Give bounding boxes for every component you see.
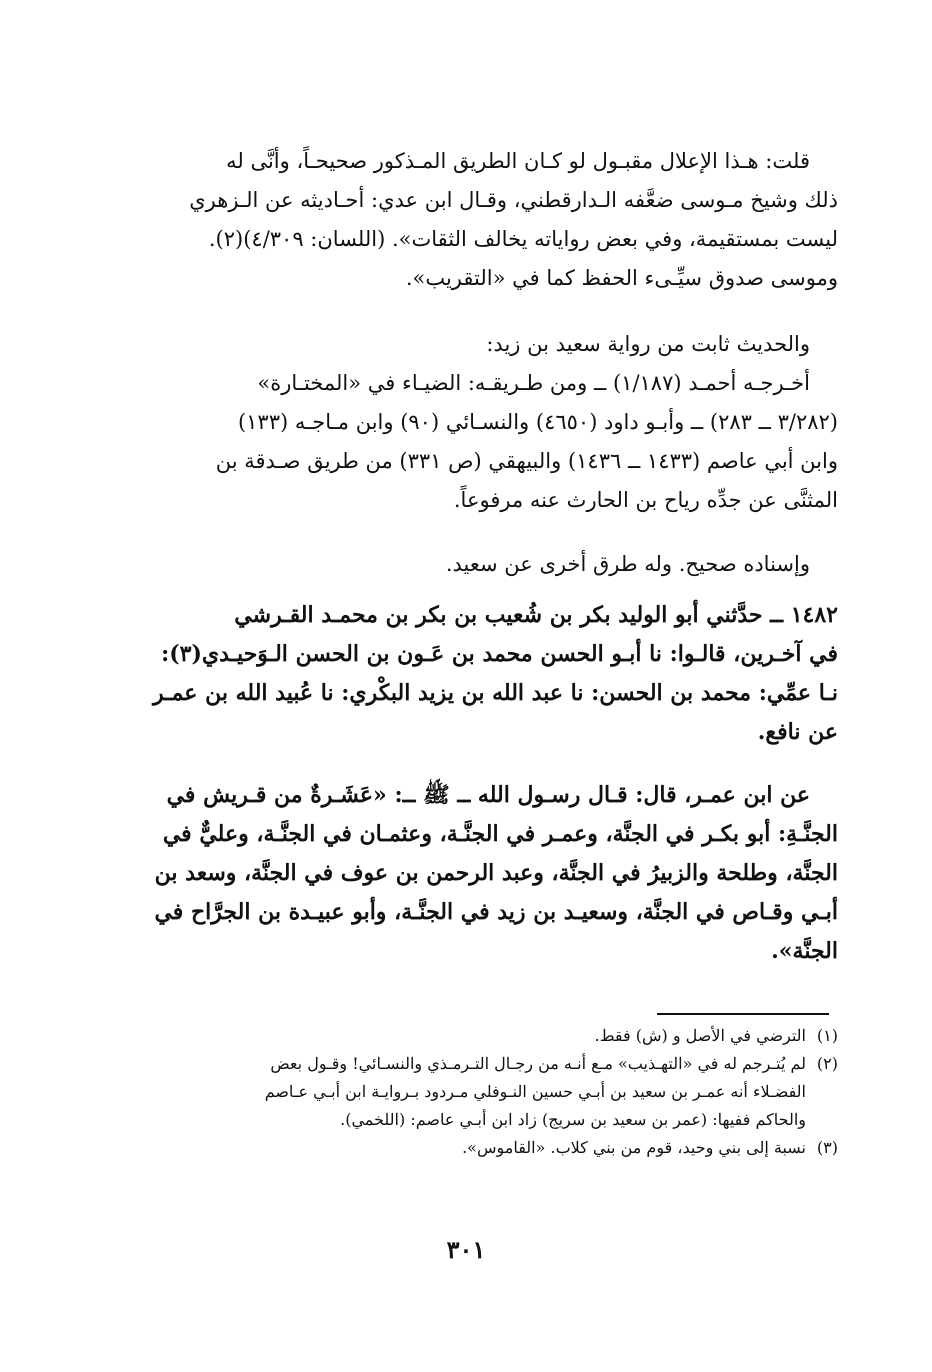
footnote-1 [132,1022,838,1050]
page-number: ٣٠١ [446,1235,486,1264]
paragraph-isnad-note [132,545,838,584]
footnote-number: (٣) [816,1138,838,1157]
text-line: الجنَّـةِ: أبو بكـر في الجنَّة، وعمـر في الجنَّـة، وعثمـان في الجنَّـة، وعليٌّ في [162,821,838,847]
text-line: عن نافع. [757,719,838,745]
paragraph-commentary [132,142,838,298]
footnote-number: (١) [816,1026,838,1045]
paragraph-takhrij [132,364,838,520]
footnote-number: (٢) [816,1054,838,1073]
text-line: ذلك وشيخ مـوسى ضعَّفه الـدارقطني، وقـال ابن عدي: أحـاديثه عن الـزهري [189,188,838,212]
text-line: عن ابن عمـر، قال: قـال رسـول الله ــ ﷺ ــ: «عَشَـرةٌ من قـريش في [166,782,810,808]
text-line: المثنَّى عن جدِّه رياح بن الحارث عنه مرفوعاً. [453,488,838,512]
text-line: في آخـرين، قالـوا: نا أبـو الحسن محمد بن عَـون بن الحسن الـوَحيـدي(٣): [161,641,838,667]
footnote-3 [132,1134,838,1162]
text-line: الجنَّة، وطلحة والزبيرُ في الجنَّة، وعبد الرحمن بن عوف في الجنَّة، وسعد بن [154,860,838,886]
text-line: الجنَّة». [771,938,838,964]
text-line: ليست بمستقيمة، وفي بعض رواياته يخالف الثقات». (اللسان: ٤/٣٠٩)(٢). [208,227,838,251]
text-line: ١٤٨٢ ــ حدَّثني أبو الوليد بكر بن شُعيب بن بكر بن محمـد القـرشي [234,602,838,628]
footnote-divider [657,1013,829,1015]
footnote-2-continuation: والحاكم ففيها: (عمر بن سعيد بن سريج) زاد ابن أبـي عاصم: (اللخمي). [340,1110,806,1129]
paragraph-hadith-chain [132,596,838,752]
paragraph-hadith-text [132,776,838,971]
text-line: قلت: هـذا الإعلال مقبـول لو كـان الطريق المـذكور صحيحـاً، وأنَّى له [226,149,810,173]
text-line: أبـي وقـاص في الجنَّة، وسعيـد بن زيد في الجنَّـة، وأبو عبيـدة بن الجرَّاح في [154,899,838,925]
text-line: وموسى صدوق سيِّـىء الحفظ كما في «التقريب». [405,266,838,290]
text-line: وإسناده صحيح. وله طرق أخرى عن سعيد. [445,552,810,576]
footnote-2 [132,1050,838,1078]
text-line: والحديث ثابت من رواية سعيد بن زيد: [486,332,810,356]
paragraph-hadith-proof [132,325,838,364]
footnote-text: نسبة إلى بني وحيد، قوم من بني كلاب. «القاموس». [462,1138,806,1157]
text-line: أخـرجـه أحمـد (١/١٨٧) ــ ومن طـريقـه: الضيـاء في «المختـارة» [257,371,810,395]
text-line: (٣/٢٨٢ ــ ٢٨٣) ــ وأبـو داود (٤٦٥٠) والنسـائي (٩٠) وابن مـاجـه (١٣٣) [237,410,838,434]
footnote-text: الترضي في الأصل و (ش) فقط. [594,1026,806,1045]
footnote-2-continuation: الفضـلاء أنه عمـر بن سعيد بن أبـي حسين النـوفلي مـردود بـروايـة ابن أبـي عـاصم [264,1082,806,1101]
text-line: نـا عمِّي: محمد بن الحسن: نا عبد الله بن يزيد البكْري: نا عُبيد الله بن عمـر [153,680,838,706]
footnotes [132,1022,838,1162]
text-line: وابن أبي عاصم (١٤٣٣ ــ ١٤٣٦) والبيهقي (ص ٣٣١) من طريق صـدقة بن [215,449,838,473]
footnote-text: لم يُتـرجم له في «التهـذيب» مـع أنـه من رجـال التـرمـذي والنسـائي! وقـول بعض [270,1054,806,1073]
